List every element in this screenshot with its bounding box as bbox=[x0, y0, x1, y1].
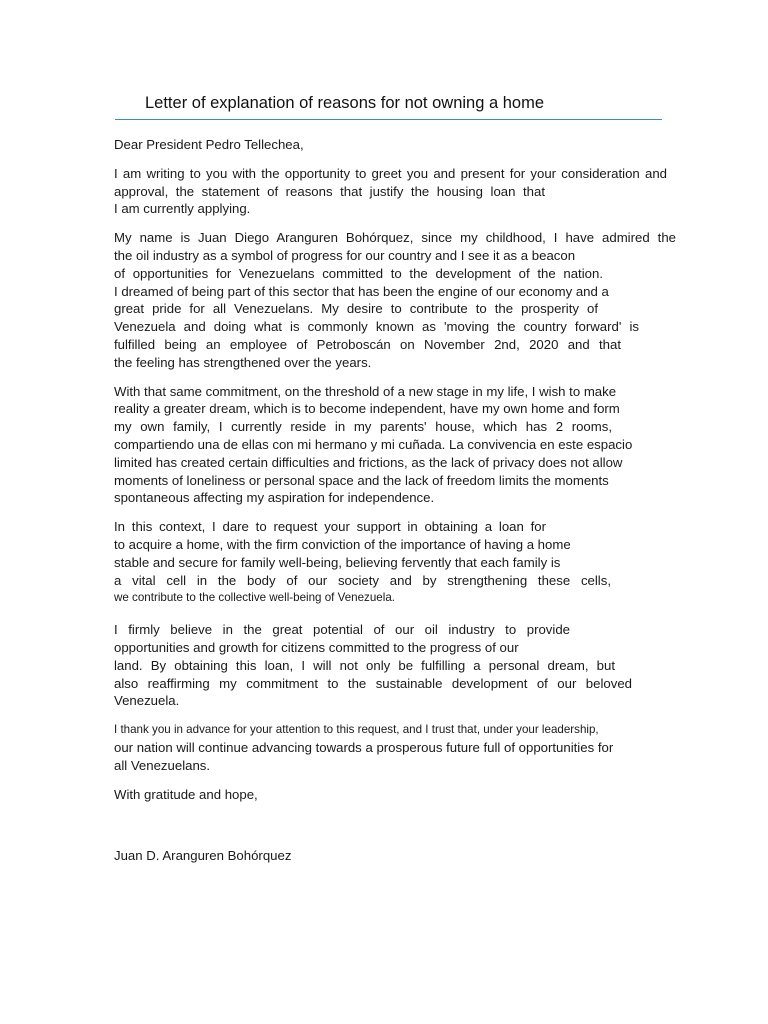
paragraph-line: spontaneous affecting my aspiration for independence. bbox=[114, 490, 435, 506]
paragraph-line: all Venezuelans. bbox=[114, 757, 211, 773]
paragraph-1 bbox=[114, 165, 679, 218]
paragraph-line: land. By obtaining this loan, I will not only be fulfilling a personal dream, but bbox=[114, 657, 615, 673]
paragraph-line: In this context, I dare to request your support in obtaining a loan for bbox=[114, 519, 546, 535]
paragraph-line: approval, the statement of reasons that justify the housing loan that bbox=[114, 183, 545, 199]
paragraph-3 bbox=[114, 383, 679, 508]
paragraph-line: of opportunities for Venezuelans committed to the development of the nation. bbox=[114, 265, 603, 281]
letter-body bbox=[114, 136, 679, 865]
paragraph-line: opportunities and growth for citizens committed to the progress of our bbox=[114, 639, 519, 655]
paragraph-line: I firmly believe in the great potential of our oil industry to provide bbox=[114, 622, 570, 638]
paragraph-line: fulfilled being an employee of Petroboscán on November 2nd, 2020 and that bbox=[114, 336, 621, 352]
paragraph-line: great pride for all Venezuelans. My desire to contribute to the prosperity of bbox=[114, 301, 598, 317]
paragraph-6 bbox=[114, 721, 679, 774]
paragraph-2 bbox=[114, 229, 679, 371]
paragraph-line: Venezuela. bbox=[114, 693, 180, 709]
paragraph-line: With that same commitment, on the threshold of a new stage in my life, I wish to make bbox=[114, 383, 617, 399]
paragraph-line: also reaffirming my commitment to the sustainable development of our beloved bbox=[114, 675, 632, 691]
paragraph-line: I thank you in advance for your attention to this request, and I trust that, under your leadership, bbox=[114, 723, 599, 737]
paragraph-line: the oil industry as a symbol of progress for our country and I see it as a beacon bbox=[114, 247, 576, 263]
paragraph-line: reality a greater dream, which is to become independent, have my own home and form bbox=[114, 401, 620, 417]
paragraph-line: the feeling has strengthened over the years. bbox=[114, 354, 372, 370]
paragraph-line: my own family, I currently reside in my parents' house, which has 2 rooms, bbox=[114, 419, 612, 435]
paragraph-line: a vital cell in the body of our society and by strengthening these cells, bbox=[114, 572, 611, 588]
paragraph-line: our nation will continue advancing towards a prosperous future full of opportunities for bbox=[114, 739, 614, 755]
paragraph-4 bbox=[114, 518, 679, 607]
salutation: Dear President Pedro Tellechea, bbox=[114, 137, 304, 152]
paragraph-line: to acquire a home, with the firm conviction of the importance of having a home bbox=[114, 536, 571, 552]
letter-title: Letter of explanation of reasons for not owning a home bbox=[145, 94, 545, 112]
paragraph-line: Venezuela and doing what is commonly known as 'moving the country forward' is bbox=[114, 319, 639, 335]
paragraph-line: I dreamed of being part of this sector that has been the engine of our economy and a bbox=[114, 283, 609, 299]
paragraph-line: My name is Juan Diego Aranguren Bohórquez, since my childhood, I have admired the bbox=[114, 230, 676, 246]
title-underline bbox=[115, 119, 662, 120]
paragraph-line: we contribute to the collective well-being of Venezuela. bbox=[114, 591, 395, 605]
paragraph-line: I am writing to you with the opportunity to greet you and present for your consideration and bbox=[114, 165, 667, 181]
paragraph-line: moments of loneliness or personal space and the lack of freedom limits the moments bbox=[114, 472, 609, 488]
paragraph-5 bbox=[114, 621, 679, 710]
paragraph-line: I am currently applying. bbox=[114, 201, 251, 217]
paragraph-line: compartiendo una de ellas con mi hermano y mi cuñada. La convivencia en este espacio bbox=[114, 436, 633, 452]
closing: With gratitude and hope, bbox=[114, 786, 258, 802]
signature: Juan D. Aranguren Bohórquez bbox=[114, 848, 292, 864]
paragraph-line: stable and secure for family well-being, believing fervently that each family is bbox=[114, 554, 561, 570]
paragraph-line: limited has created certain difficulties and frictions, as the lack of privacy does not allow bbox=[114, 454, 623, 470]
